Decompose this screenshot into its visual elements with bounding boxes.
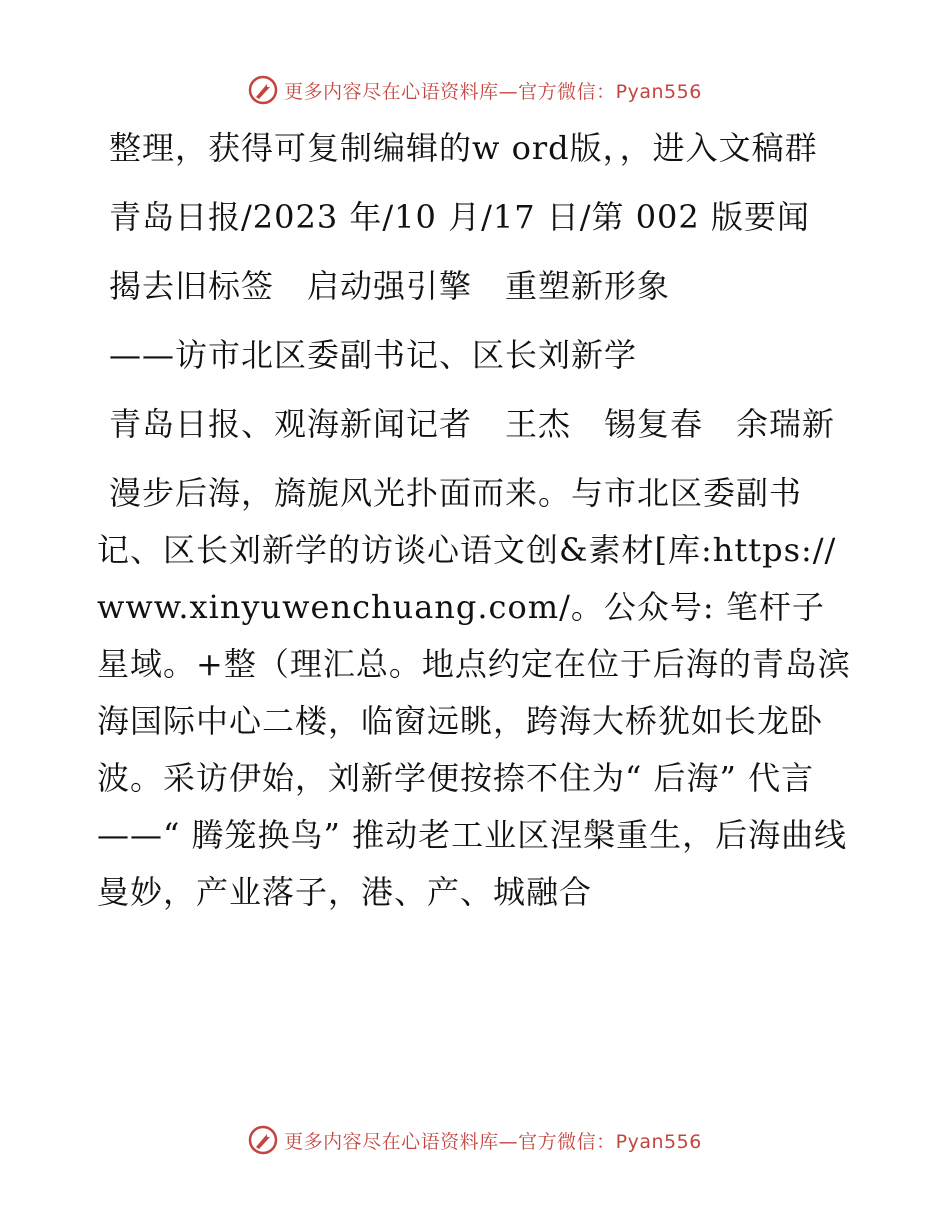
document-body xyxy=(97,120,857,933)
pen-nib-logo-icon xyxy=(248,75,278,105)
intro-paragraph: 整理，获得可复制编辑的w ord版，，进入文稿群 xyxy=(109,129,818,167)
body-paragraph: 漫步后海，旖旎风光扑面而来。与市北区委副书记、区长刘新学的访谈心语文创&素材[库:https://www.xinyuwenchuang.com/。公众号: 笔杆子星域。+整（理汇总。地点约定在位于后海的青岛滨海国际中心二楼，临窗远眺，跨海大桥犹如长龙卧波。采访伊始，刘新学便按捺不住为“ 后海” 代言——“ 腾笼换鸟” 推动老工业区涅槃重生，后海曲线曼妙，产业落子，港、产、城融合 xyxy=(97,474,851,911)
source-line: 青岛日报/2023 年/10 月/17 日/第 002 版要闻 xyxy=(109,198,810,236)
banner-text: 更多内容尽在心语资料库—官方微信：Pyan556 xyxy=(284,1130,702,1153)
pen-nib-logo-icon xyxy=(248,1125,278,1155)
article-title: 揭去旧标签 启动强引擎 重塑新形象 xyxy=(109,267,671,305)
footer-banner xyxy=(0,1120,950,1160)
byline: 青岛日报、观海新闻记者 王杰 锡复春 余瑞新 xyxy=(109,405,836,443)
header-banner xyxy=(0,70,950,110)
article-subtitle: ——访市北区委副书记、区长刘新学 xyxy=(109,336,638,374)
banner-text: 更多内容尽在心语资料库—官方微信：Pyan556 xyxy=(284,80,702,103)
